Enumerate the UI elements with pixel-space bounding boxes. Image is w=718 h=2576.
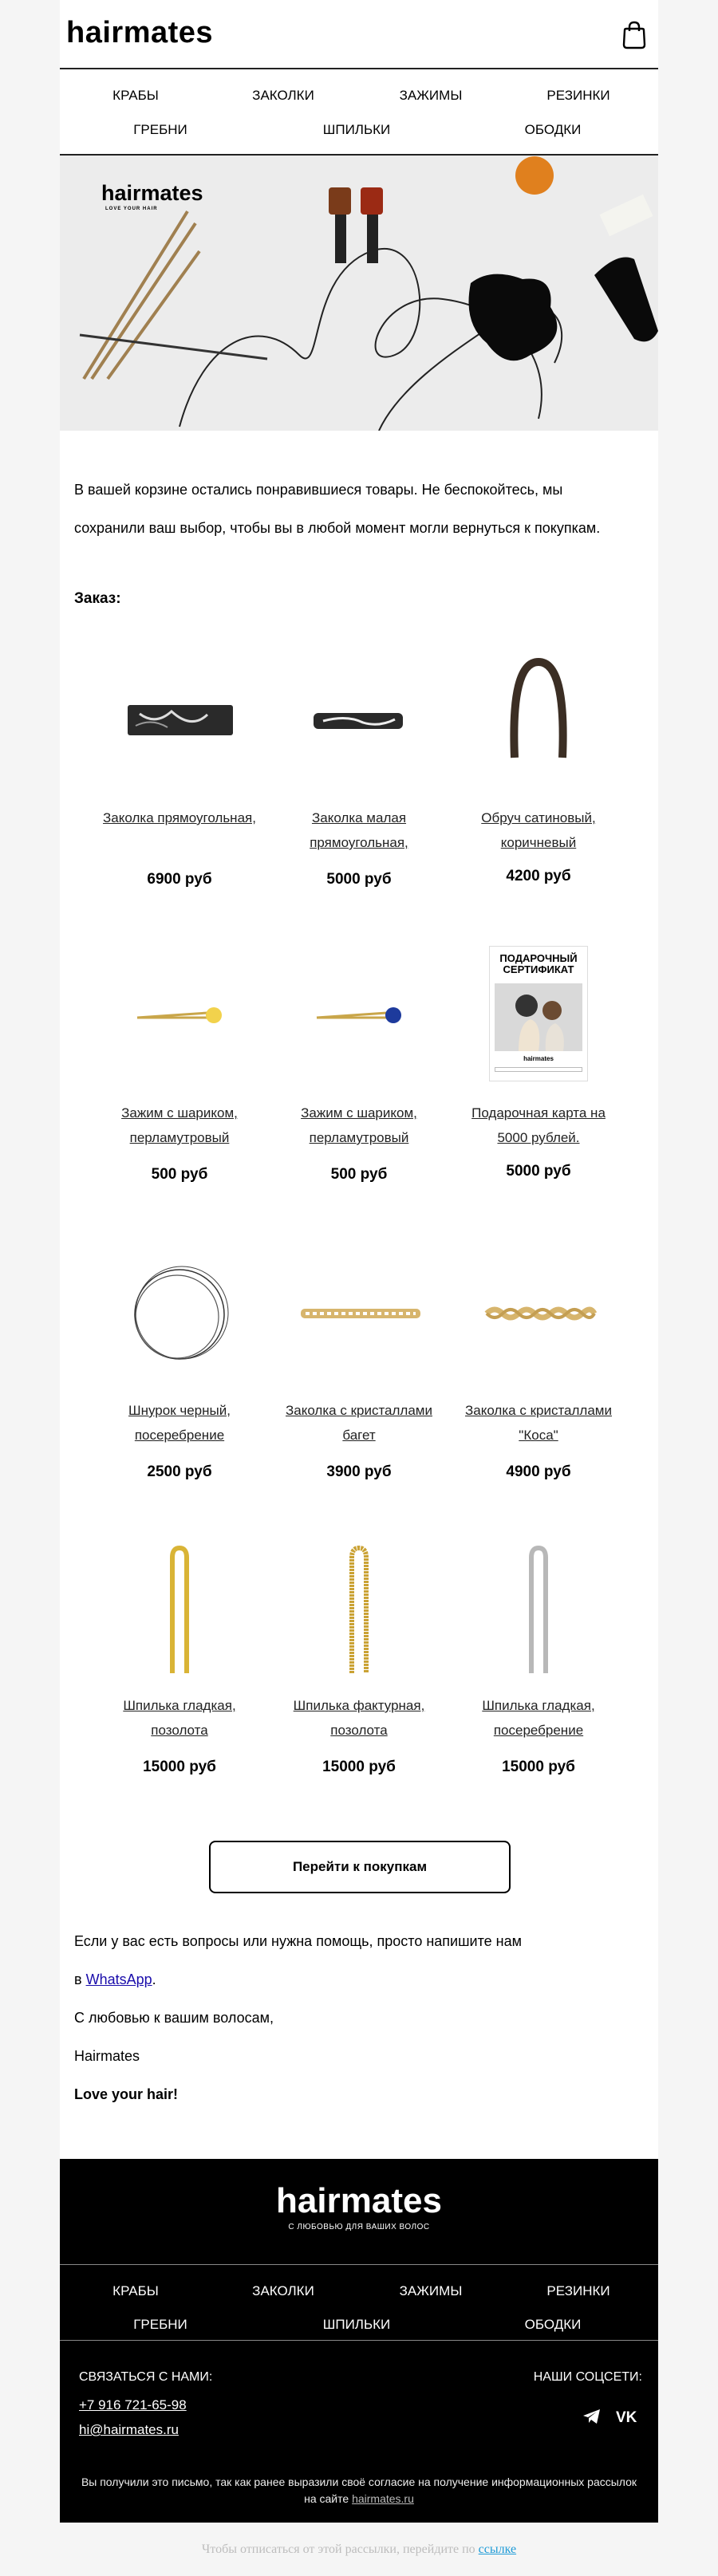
product-image[interactable]: [96, 933, 263, 1101]
phone-link[interactable]: +7 916 721-65-98: [79, 2397, 187, 2413]
outro-line-2-suffix: .: [152, 1971, 156, 1987]
unsubscribe-text: [0, 2543, 718, 2557]
product-card[interactable]: [96, 638, 263, 888]
product-name[interactable]: Подарочная карта на 5000 рублей.: [471, 1105, 606, 1145]
product-name[interactable]: Шнурок черный, посеребрение: [128, 1403, 231, 1443]
outro-line-1: Если у вас есть вопросы или нужна помощь, просто напишите нам: [74, 1933, 522, 1949]
product-card[interactable]: [455, 933, 622, 1180]
product-price: 6900 руб: [147, 871, 212, 888]
gift-card-photo: [495, 983, 582, 1051]
logo[interactable]: hairmates: [66, 16, 214, 49]
footer-nav: [60, 2263, 658, 2334]
legal-text: [76, 2474, 642, 2507]
product-card[interactable]: [96, 1526, 263, 1776]
product-card[interactable]: [275, 638, 443, 888]
product-image[interactable]: [455, 933, 622, 1101]
outro-text: [74, 1930, 633, 2121]
legal-text-body: Вы получили это письмо, так как ранее выразили своё согласие на получение информационных рассылок на сайте: [81, 2476, 637, 2505]
gift-card-title-1: ПОДАРОЧНЫЙ: [499, 952, 578, 964]
product-price: 15000 руб: [502, 1759, 575, 1775]
go-to-shopping-button[interactable]: Перейти к покупкам: [209, 1841, 511, 1893]
product-name[interactable]: Зажим с шариком, перламутровый: [301, 1105, 417, 1145]
header: [60, 0, 658, 69]
product-price: 2500 руб: [147, 1463, 212, 1480]
product-price: 5000 руб: [506, 1163, 571, 1180]
nav-item-clips[interactable]: ЗАКОЛКИ: [252, 88, 314, 103]
contact-title: СВЯЗАТЬСЯ С НАМИ:: [79, 2370, 213, 2384]
product-image[interactable]: [275, 638, 443, 805]
product-name[interactable]: Заколка с кристаллами "Коса": [465, 1403, 612, 1443]
footer-nav-hairties[interactable]: РЕЗИНКИ: [546, 2283, 610, 2298]
product-name[interactable]: Шпилька фактурная, позолота: [293, 1698, 425, 1738]
nav-item-crabs[interactable]: КРАБЫ: [112, 88, 159, 103]
email-container: [60, 0, 658, 2523]
product-image[interactable]: [455, 1526, 622, 1693]
nav-item-hairties[interactable]: РЕЗИНКИ: [546, 88, 610, 103]
product-price: 4200 руб: [506, 868, 571, 884]
footer-nav-crabs[interactable]: КРАБЫ: [112, 2283, 159, 2298]
product-card[interactable]: [455, 638, 622, 885]
outro-line-4: Hairmates: [74, 2048, 140, 2064]
product-name[interactable]: Шпилька гладкая, посеребрение: [482, 1698, 595, 1738]
product-name[interactable]: Зажим с шариком, перламутровый: [121, 1105, 238, 1145]
product-price: 15000 руб: [143, 1759, 216, 1775]
site-link[interactable]: hairmates.ru: [352, 2492, 414, 2505]
product-image[interactable]: [455, 1231, 622, 1398]
outro-line-2-prefix: в: [74, 1971, 86, 1987]
footer-nav-headbands[interactable]: ОБОДКИ: [524, 2317, 582, 2332]
gift-card-title-2: СЕРТИФИКАТ: [503, 963, 574, 975]
product-image[interactable]: [455, 638, 622, 805]
footer-nav-combs[interactable]: ГРЕБНИ: [133, 2317, 187, 2332]
nav-item-combs[interactable]: ГРЕБНИ: [133, 122, 187, 137]
outro-line-2: [74, 1968, 633, 2007]
telegram-icon[interactable]: [582, 2409, 602, 2424]
shopping-bag-icon[interactable]: [620, 21, 649, 49]
nav-item-hairpins[interactable]: ШПИЛЬКИ: [322, 122, 391, 137]
footer-nav-clips[interactable]: ЗАКОЛКИ: [252, 2283, 314, 2298]
order-label: Заказ:: [74, 590, 121, 607]
outro-signoff: Love your hair!: [74, 2086, 179, 2102]
product-card[interactable]: [96, 1231, 263, 1481]
footer-nav-clamps[interactable]: ЗАЖИМЫ: [399, 2283, 463, 2298]
nav-item-headbands[interactable]: ОБОДКИ: [524, 122, 582, 137]
product-name[interactable]: Заколка малая прямоугольная,: [310, 810, 408, 850]
hero-banner[interactable]: [60, 156, 658, 431]
product-price: 500 руб: [330, 1166, 388, 1183]
product-price: 5000 руб: [326, 871, 392, 888]
outro-line-3: С любовью к вашим волосам,: [74, 2010, 274, 2026]
product-image[interactable]: [275, 1231, 443, 1398]
product-image[interactable]: [275, 933, 443, 1101]
intro-text: В вашей корзине остались понравившиеся товары. Не беспокойтесь, мы сохранили ваш выбор, чтобы вы в любой момент могли вернуться к покупкам.: [74, 482, 601, 536]
product-card[interactable]: [275, 933, 443, 1184]
gift-card-image: [489, 946, 588, 1081]
footer-divider: [60, 2340, 658, 2341]
product-name[interactable]: Шпилька гладкая, позолота: [123, 1698, 236, 1738]
hero-logo: hairmates: [101, 181, 203, 205]
product-card[interactable]: [455, 1231, 622, 1481]
footer-tagline: С ЛЮБОВЬЮ ДЛЯ ВАШИХ ВОЛОС: [288, 2223, 430, 2231]
hero-tagline: LOVE YOUR HAIR: [105, 207, 158, 211]
product-price: 500 руб: [151, 1166, 208, 1183]
product-image[interactable]: [96, 638, 263, 805]
social-title: НАШИ СОЦСЕТИ:: [533, 2370, 642, 2384]
gift-card-fields: [495, 1067, 582, 1072]
product-name[interactable]: Заколка с кристаллами багет: [286, 1403, 432, 1443]
unsubscribe-link[interactable]: ссылке: [478, 2543, 517, 2556]
product-price: 3900 руб: [326, 1463, 392, 1480]
product-card[interactable]: [275, 1526, 443, 1776]
product-price: 4900 руб: [506, 1463, 571, 1480]
product-image[interactable]: [275, 1526, 443, 1693]
email-link[interactable]: hi@hairmates.ru: [79, 2422, 179, 2437]
product-name[interactable]: Обруч сатиновый, коричневый: [481, 810, 596, 850]
vk-icon[interactable]: VK: [616, 2409, 637, 2426]
product-name[interactable]: Заколка прямоугольная,: [103, 810, 256, 825]
product-card[interactable]: [96, 933, 263, 1184]
footer-logo[interactable]: hairmates: [276, 2181, 442, 2220]
unsubscribe-body: Чтобы отписаться от этой рассылки, перейдите по: [201, 2543, 479, 2556]
footer-nav-hairpins[interactable]: ШПИЛЬКИ: [322, 2317, 391, 2332]
product-card[interactable]: [275, 1231, 443, 1481]
category-nav: [60, 69, 658, 156]
footer: [60, 2159, 658, 2523]
gift-card-brand: hairmates: [523, 1055, 554, 1062]
product-image[interactable]: [96, 1231, 263, 1398]
whatsapp-link[interactable]: WhatsApp: [85, 1971, 152, 1987]
nav-item-clamps[interactable]: ЗАЖИМЫ: [399, 88, 463, 103]
product-card[interactable]: [455, 1526, 622, 1776]
product-price: 15000 руб: [322, 1759, 396, 1775]
product-image[interactable]: [96, 1526, 263, 1693]
